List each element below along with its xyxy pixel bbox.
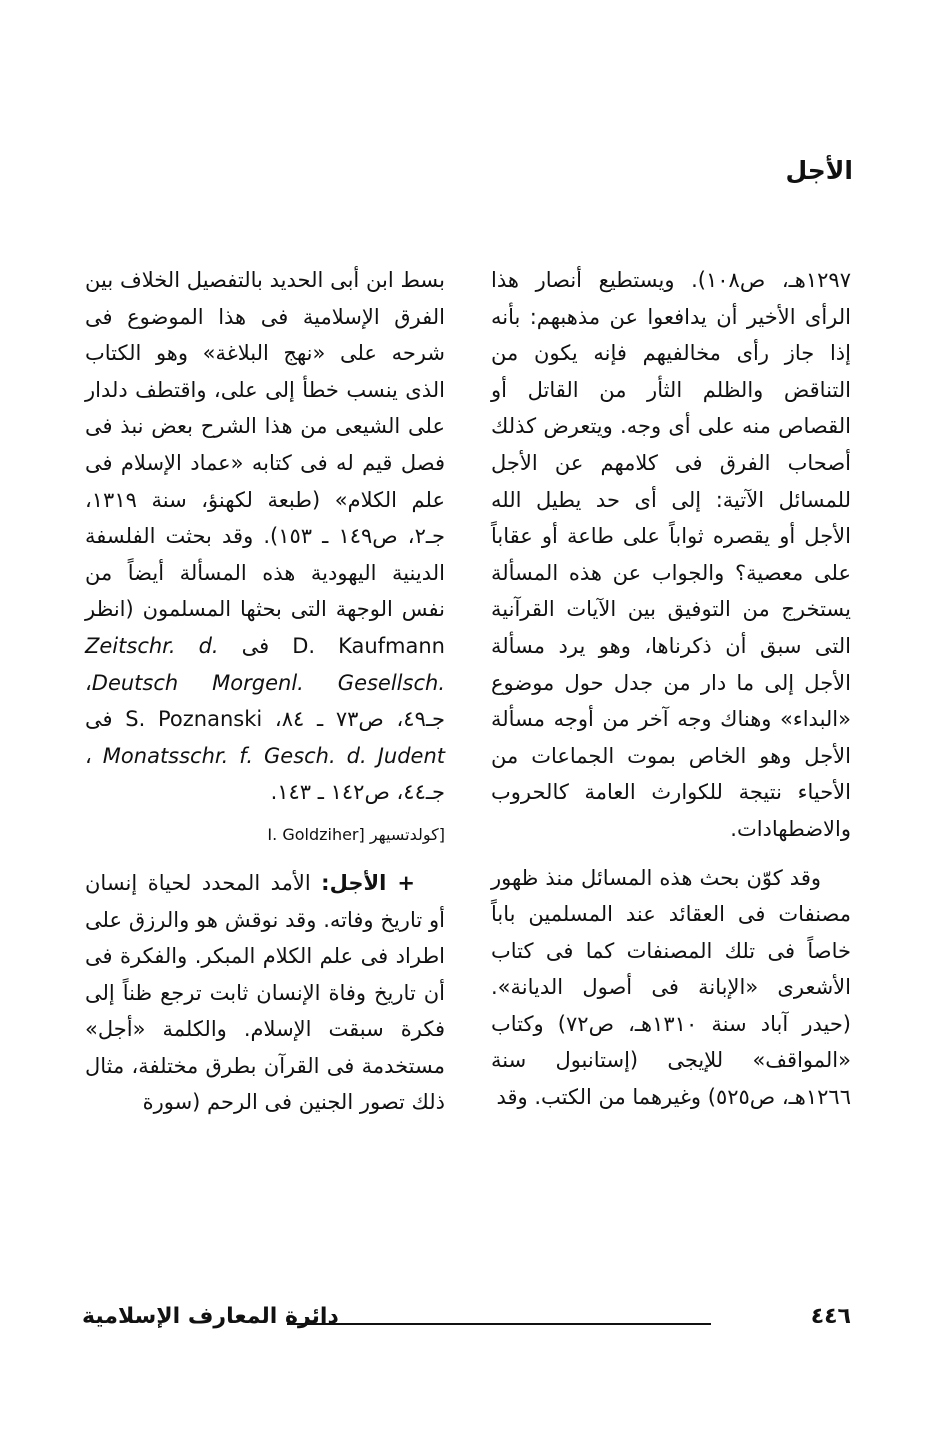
author-signature	[85, 823, 445, 847]
book-title: دائرة المعارف الإسلامية	[82, 1304, 339, 1329]
citation-journal: Zeitschr. d. Deutsch Morgenl. Gesellsch.	[85, 633, 445, 695]
running-head-title: الأجل	[785, 156, 853, 185]
entry-body: الأمد المحدد لحياة إنسان أو تاريخ وفاته. وقد نوقش هو والرزق على اطراد فى علم الكلام المبكر. والفكرة فى أن تاريخ وفاة الإنسان ثابت ترجع ظناً إلى فكرة سبقت الإسلام. والكلمة «أجل» مستخدمة فى القرآن بطرق مختلفة، مثال ذلك تصور الجنين فى الرحم (سورة	[85, 870, 445, 1115]
right-column	[491, 262, 851, 1116]
paragraph-text: فى	[241, 633, 270, 658]
entry-heading: + الأجل:	[321, 870, 415, 895]
page-footer	[82, 1302, 851, 1342]
left-column-entry-2	[85, 865, 445, 1121]
footer-rule	[287, 1323, 711, 1325]
paragraph-text: بسط ابن أبى الحديد بالتفصيل الخلاف بين الفرق الإسلامية فى هذا الموضوع فى شرحه على «نهج البلاغة» وهو الكتاب الذى ينسب خطأ إلى على، واقتطف دلدار على الشيعى من هذا الشرح بعض نبذ فى فصل قيم له فى كتابه «عماد الإسلام فى علم الكلام» (طبعة لكهنؤ، سنة ١٣١٩، جـ٢، ص١٤٩ ـ ١٥٣). وقد بحثت الفلسفة الدينية اليهودية هذه المسألة أيضاً من نفس الوجهة التى بحثها المسلمون (انظر	[85, 268, 445, 622]
citation-author: D. Kaufmann	[292, 633, 445, 658]
signature-arabic: [كولدتسيهر	[369, 824, 445, 844]
left-column	[85, 262, 445, 1121]
left-column-paragraph-1: بسط ابن أبى الحديد بالتفصيل الخلاف بين الفرق الإسلامية فى هذا الموضوع فى شرحه على «نهج البلاغة» وهو الكتاب الذى ينسب خطأ إلى على، واقتطف دلدار على الشيعى من هذا الشرح بعض نبذ فى فصل قيم له فى كتابه «عماد الإسلام فى علم الكلام» (طبعة لكهنؤ، سنة ١٣١٩، جـ٢، ص١٤٩ ـ ١٥٣). وقد بحثت الفلسفة الدينية اليهودية هذه المسألة أيضاً من نفس الوجهة التى بحثها المسلمون (انظر D. Kaufmann فى Zeitschr. d. Deutsch Morgenl. Gesellsch.، جـ٤٩، ص٧٣ ـ ٨٤، S. Poznanski فى Monatsschr. f. Gesch. d. Judent ، جـ٤٤، ص١٤٢ ـ ١٤٣.	[85, 268, 445, 805]
paragraph-text: ، جـ٤٤، ص١٤٢ ـ ١٤٣.	[85, 743, 445, 805]
right-column-paragraph-2: وقد كوّن بحث هذه المسائل منذ ظهور مصنفات فى العقائد عند المسلمين باباً خاصاً فى تلك المصنفات كما فى كتاب الأشعرى «الإبانة فى أصول الديانة». (حيدر آباد سنة ١٣١٠هـ، ص٧٢) وكتاب «المواقف» للإيجى (إستانبول سنة ١٢٦٦هـ، ص٥٢٥) وغيرهما من الكتب. وقد	[491, 865, 851, 1110]
signature-latin: I. Goldziher]	[267, 824, 365, 844]
right-column-paragraph-1: ١٢٩٧هـ، ص١٠٨). ويستطيع أنصار هذا الرأى الأخير أن يدافعوا عن مذهبهم: بأنه إذا جاز رأى مخالفيهم فإنه يكون من التناقض والظلم الثأر من القاتل أو القصاص منه على أى وجه. ويتعرض كذلك أصحاب الفرق فى كلامهم عن الأجل للمسائل الآتية: إلى أى حد يطيل الله الأجل أو يقصره ثواباً على طاعة أو عقاباً على معصية؟ والجواب عن هذه المسألة يستخرج من التوفيق بين الآيات القرآنية التى سبق أن ذكرناها، وهو يرد مسألة الأجل إلى ما دار من جدل حول موضوع «البداء» وهناك وجه آخر من أوجه مسألة الأجل وهو الخاص بموت الجماعات من الأحياء نتيجة للكوارث العامة كالحروب والاضطهادات.	[491, 268, 851, 841]
paragraph-text: فى	[85, 707, 113, 732]
citation-journal: Monatsschr. f. Gesch. d. Judent	[102, 743, 445, 768]
citation-author: S. Poznanski	[125, 707, 263, 732]
page-number: ٤٤٦	[810, 1304, 851, 1329]
paragraph-text: جـ٤٩، ص٧٣ ـ ٨٤،	[274, 707, 445, 732]
paragraph-gap	[491, 848, 851, 860]
